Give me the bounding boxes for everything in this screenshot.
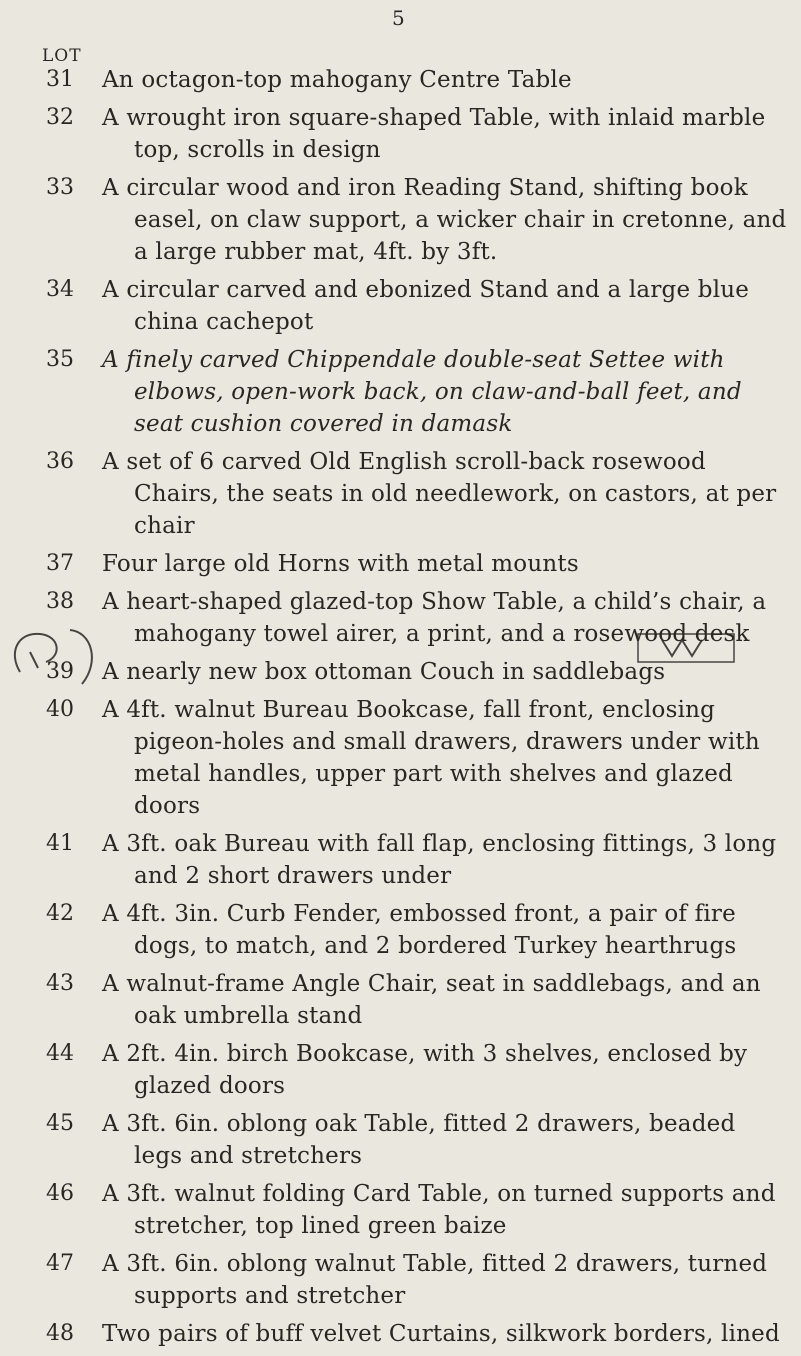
lot-number: 40 xyxy=(46,697,74,722)
lot-item xyxy=(46,656,788,688)
lot-item xyxy=(46,1248,788,1312)
lot-number: 48 xyxy=(46,1321,74,1346)
lot-item xyxy=(46,1318,788,1350)
lot-number: 47 xyxy=(46,1251,74,1276)
page-number: 5 xyxy=(392,6,405,30)
lot-number: 39 xyxy=(46,659,74,684)
lot-item xyxy=(46,344,788,440)
lot-description: A circular wood and iron Reading Stand, shifting book easel, on claw support, a wicker chair in cretonne, and a large rubber mat, 4ft. by 3ft. xyxy=(102,175,787,265)
lot-number: 32 xyxy=(46,105,74,130)
lot-number: 44 xyxy=(46,1041,74,1066)
lot-number: 31 xyxy=(46,67,74,92)
lot-number: 42 xyxy=(46,901,74,926)
lot-item xyxy=(46,968,788,1032)
lot-description: A nearly new box ottoman Couch in saddlebags xyxy=(102,659,666,685)
lot-item xyxy=(46,446,788,542)
lot-number: 43 xyxy=(46,971,74,996)
lot-number: 34 xyxy=(46,277,74,302)
lot-number: 37 xyxy=(46,551,74,576)
lot-number: 33 xyxy=(46,175,74,200)
lot-description: A 3ft. 6in. oblong walnut Table, fitted 2 drawers, turned supports and stretcher xyxy=(102,1251,768,1309)
lot-description: A 3ft. 6in. oblong oak Table, fitted 2 drawers, beaded legs and stretchers xyxy=(102,1111,736,1169)
lot-number: 36 xyxy=(46,449,74,474)
lot-number: 45 xyxy=(46,1111,74,1136)
lot-column-header: LOT xyxy=(42,46,82,66)
lot-number: 35 xyxy=(46,347,74,372)
lot-description: A heart-shaped glazed-top Show Table, a child’s chair, a mahogany towel airer, a print, and a rosewood desk xyxy=(102,589,767,647)
lot-description: A circular carved and ebonized Stand and a large blue china cachepot xyxy=(102,277,750,335)
lot-item xyxy=(46,1038,788,1102)
lot-item xyxy=(46,1178,788,1242)
lot-number: 38 xyxy=(46,589,74,614)
lot-item xyxy=(46,102,788,166)
lot-list xyxy=(46,64,788,1356)
lot-description: A 3ft. oak Bureau with fall flap, enclosing fittings, 3 long and 2 short drawers under xyxy=(102,831,777,889)
lot-item xyxy=(46,898,788,962)
lot-item xyxy=(46,64,788,96)
lot-item xyxy=(46,828,788,892)
lot-description: A finely carved Chippendale double-seat Settee with elbows, open-work back, on claw-and-ball feet, and seat cushion covered in damask xyxy=(102,347,742,437)
lot-item xyxy=(46,548,788,580)
lot-description: A wrought iron square-shaped Table, with inlaid marble top, scrolls in design xyxy=(102,105,766,163)
lot-description: A 4ft. walnut Bureau Bookcase, fall front, enclosing pigeon-holes and small drawers, drawers under with metal handles, upper part with shelves and glazed doors xyxy=(102,697,760,819)
lot-item xyxy=(46,172,788,268)
lot-item xyxy=(46,274,788,338)
lot-description: Two pairs of buff velvet Curtains, silkwork borders, lined xyxy=(102,1321,780,1347)
lot-number: 46 xyxy=(46,1181,74,1206)
lot-item xyxy=(46,1108,788,1172)
lot-description: A walnut-frame Angle Chair, seat in saddlebags, and an oak umbrella stand xyxy=(102,971,761,1029)
lot-item xyxy=(46,586,788,650)
lot-description: A 2ft. 4in. birch Bookcase, with 3 shelves, enclosed by glazed doors xyxy=(102,1041,748,1099)
lot-description: A 4ft. 3in. Curb Fender, embossed front, a pair of fire dogs, to match, and 2 bordered Turkey hearthrugs xyxy=(102,901,737,959)
lot-description: A 3ft. walnut folding Card Table, on turned supports and stretcher, top lined green baize xyxy=(102,1181,776,1239)
lot-description: An octagon-top mahogany Centre Table xyxy=(102,67,572,93)
lot-description: Four large old Horns with metal mounts xyxy=(102,551,579,577)
lot-description: A set of 6 carved Old English scroll-back rosewood Chairs, the seats in old needlework, on castors, at per chair xyxy=(102,449,777,539)
lot-item xyxy=(46,694,788,822)
lot-number: 41 xyxy=(46,831,74,856)
